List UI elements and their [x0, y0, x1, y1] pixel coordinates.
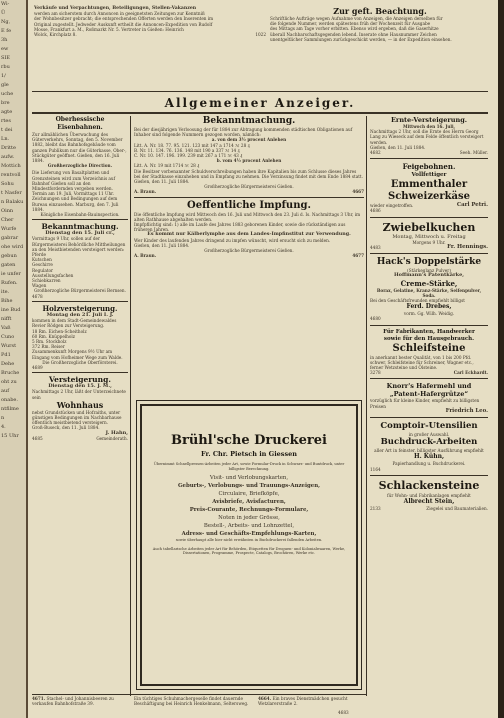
text-impfung-bold: Es kommt nur Kälberlymphe aus dem Landes-Impfinstitut zur Verwendung.: [147, 231, 351, 238]
heading-holz: Holzversteigerung.: [42, 303, 118, 313]
text-obligationen-2: Die Besitzer vorbenannter Schuldverschreibungen haben ihre Kapitalien bis zum Schlusse dieses Jahres bei der Stadtkasse einzuheben und in Empfang zu nehmen. Die Verzinsung findet mit dem Ende 1884 statt.: [134, 168, 363, 179]
spine-line: t dei: [1, 127, 13, 133]
druckerei-line-3: Circulaire, Briefköpfe,: [218, 491, 280, 498]
sub-hacks-2: Hoffmann's Patentkärke,: [393, 272, 465, 279]
spine-line: oht zu: [1, 379, 17, 385]
date-obligationen: Gießen, den 11. Juli 1884.: [134, 179, 190, 185]
sign-basalt: Königliche Eisenbahn-Bauinspection.: [40, 212, 120, 218]
sub-zwiebelkuchen-2: Morgens 9 Uhr.: [412, 239, 446, 245]
bottom-ad-schuhmacher: Ein tüchtiges Schuhmachergeselle findet dauernde Beschäftigung bei Heinrich Henkelmann, Seltersweg.: [134, 696, 249, 707]
notice-line: Schriftliche Aufträge wegen Aufnahme von Anzeigen, die Anzeigen derselben für: [270, 16, 443, 21]
spine-line: ohe wird: [1, 244, 24, 250]
text-hacks-2: Bei den Geschäftsfreunden empfiehlt billigst: [370, 298, 465, 304]
spine-line: Ng,: [1, 19, 11, 25]
text-eingetroffen: wieder eingetroffen.: [370, 203, 414, 209]
text-basalt: Die Lieferung von Basaltplatten und Grenzsteinen wird zum Verzeichnis auf Bahnhof Gießen soll an den Mindestfordernden vergeben werden.: [32, 170, 116, 192]
code-holz: 4689: [32, 364, 43, 370]
heading-bekanntmachung: Bekanntmachung.: [41, 222, 119, 232]
numbers-2: B. Nr. 11. 134. 76. 136. 148 mit 190 a 337 ℳ 14 ₰: [134, 147, 240, 153]
druckerei-line-5: Preis-Courante, Rechnungs-Formulare,: [189, 507, 309, 514]
spine-line: ntfilme: [1, 406, 19, 412]
notice-code: 1022: [255, 32, 266, 38]
auction-item: Pferde: [32, 252, 47, 258]
heading-feigebohnen: Feigebohnen.: [402, 162, 456, 172]
section-header: Allgemeiner Anzeiger.: [164, 96, 356, 110]
code-zwiebel: 4483: [370, 245, 381, 251]
sign-obligationen: Großherzogliche Bürgermeisterei Gießen.: [204, 184, 294, 190]
spine-line: n Balaku: [1, 199, 24, 205]
date-impfung: Gießen, den 11. Juli 1884.: [134, 242, 190, 248]
heading-schleifsteine: Schleifsteine: [392, 342, 466, 354]
name-kuehn: H. Kühn,: [413, 453, 445, 461]
divider: [32, 372, 128, 373]
code-kuehn: 1164: [370, 466, 381, 472]
top-left-notice: [34, 6, 266, 58]
name-obligationen: A. Braun.: [134, 189, 157, 195]
name-versteigerung: J. Hahn,: [105, 429, 128, 436]
text-hacks: Borax, Gelatine, Kranz-Stärke, Seifenpulver, Soda.: [376, 287, 482, 298]
notice-line: des Mittags am Tage vorher erbitten. Ebenso wird ergeben, daß die Gaserhitze: [270, 26, 439, 32]
name-leo: Friedrich Leo.: [445, 407, 488, 414]
divider: [370, 378, 488, 379]
spine-line: SIE: [1, 55, 11, 61]
spine-line: Cuno: [1, 334, 15, 340]
notice-heading: Zur geft. Beachtung.: [333, 6, 427, 16]
heading-hausgebrauch: sowie für den Hausgebrauch.: [383, 335, 475, 342]
notice-line: unentgeltlicher Sammlungen zurückgeschickt werden, — in der Expedition einsehen.: [270, 36, 452, 42]
column-1: [32, 116, 128, 712]
list-holz: [32, 329, 128, 350]
bottom-ad-dienstmaedchen: [258, 696, 364, 706]
heading-wohnhaus: Wohnhaus: [56, 399, 104, 410]
name-ernte: Seeh. Müller.: [459, 150, 488, 156]
text-obligationen: Bei der diesjährigen Verloosung der für 1884 zur Abtragung kommenden städtischen Obligationen auf Inhaber sind folgende Nummern gezogen worden, nämlich:: [134, 127, 353, 138]
wood-item: 372 Rm. Reiser: [32, 344, 65, 350]
heading-eisenbahnen: Oberhessische Eisenbahnen.: [55, 116, 105, 131]
footer-schleif: [370, 370, 488, 375]
text-holz-2: Zusammenkunft Morgens 9½ Uhr am Eingang vom Hofheimer Wege zum Walde.: [32, 349, 123, 360]
spine-line: Bihe: [1, 298, 13, 304]
druckerei-line-1: Visit- und Verlobungskarten,: [209, 475, 289, 482]
text-basalt-2: Termin am 19. Juli, Vormittags 11 Uhr.: [32, 191, 115, 197]
code-versteigerung: 4685: [32, 435, 43, 441]
code-dienst: 4664.: [258, 696, 272, 701]
column-rule: [130, 116, 131, 696]
text-impfung: Die öffentliche Impfung wird Mittwoch den 16. Juli und Mittwoch den 23. Juli d. Is. Nachmittags 3 Uhr, im alten Rathhause abgehalten werden.: [134, 211, 361, 222]
auction-item: Regulator: [32, 267, 54, 273]
druckerei-title: Brühl'sche Druckerei: [171, 433, 327, 448]
column-2: [134, 116, 364, 326]
spine-line: rbu: [1, 64, 10, 70]
name-drebes: Ferd. Drebes,: [406, 303, 452, 311]
code-bekanntmachung: 4678: [32, 293, 43, 299]
top-rule: [32, 91, 488, 92]
spine-line: gaten: [1, 262, 16, 268]
spine-line: ie unfer: [1, 271, 21, 277]
heading-hacks: Hack's Doppelstärke: [376, 257, 482, 268]
heading-schlackensteine: Schlackensteine: [378, 478, 480, 492]
spine-line: rentvoll: [1, 172, 21, 178]
newspaper-sheet: [28, 0, 498, 718]
notice-line: Wolck, Kirchplatz 8.: [34, 32, 77, 38]
sign-eisenbahnen: Großherzogliche Direction.: [47, 163, 113, 169]
spine-line: Mottich: [1, 163, 21, 169]
spine-line: aufw.: [1, 154, 15, 160]
spine-line: bre: [1, 100, 10, 106]
sign-holz: Die Großherzogliche Oberförsterei.: [42, 359, 118, 365]
heading-zwiebelkuchen: Zwiebelkuchen: [382, 220, 476, 234]
code-impfung: 4677: [352, 253, 364, 259]
wood-item: 5 Rm. Stockholz: [32, 338, 67, 344]
name-impfung: A. Braun.: [134, 253, 157, 259]
list-title-2: b. vom 4½ procent Anlehen: [216, 158, 282, 164]
heading-schweizerkaese: Schweizerkäse: [387, 191, 471, 203]
list-bekanntmachung: [32, 252, 128, 288]
spine-line: uche: [1, 91, 14, 97]
notice-line: Original zugestellt. Jedweder Auskunft ertheilt die Annoncen-Expedition von Rudolf: [34, 21, 213, 27]
text-versteigerung: Nachmittags 2 Uhr, läßt der Unterzeichnete sein: [32, 389, 126, 400]
text-basalt-3: Zeichnungen und Bedingungen auf dem Bureau einzusehen. Marburg, den 7. Juli 1884.: [32, 196, 119, 212]
heading-bekanntmachung-2: Bekanntmachung.: [202, 116, 296, 126]
text-knorr: vorzüglich für kleine Kinder, empfiehlt zu billigsten Preisen: [370, 398, 480, 409]
spine-line: nifft: [1, 316, 12, 322]
spine-line: onabe.: [1, 397, 18, 403]
text-impfung-3: Wer Kinder des laufenden Jahres dringend zu impfen wünscht, wird ersucht sich zu melden.: [134, 237, 331, 243]
footer-ernte: [370, 150, 488, 155]
spine-line: 4.: [1, 424, 6, 430]
text-vollfettiger: Vollfettiger: [411, 172, 447, 179]
heading-impfung: Oeffentliche Impfung.: [187, 199, 311, 211]
text-comptoir: in großer Auswahl.: [408, 432, 450, 438]
footer-versteigerung: [32, 436, 128, 441]
code-kaese: 4686: [370, 208, 381, 214]
sign-impfung: Großherzogliche Bürgermeisterei Gießen.: [204, 248, 294, 254]
addr-drebes: vorm. Gg. Wilh. Weidig.: [403, 311, 455, 317]
spine-line: ine Bud: [1, 307, 21, 313]
numbers-1: Litt. A. Nr. 18. 77. 95. 121. 123 mit 147 a 1714 ℳ 28 ₰: [134, 142, 250, 148]
code-ernte: 4682: [370, 150, 381, 156]
spine-line: Wurfe: [1, 226, 17, 232]
spine-line: 15 Uhr: [1, 433, 19, 439]
spine-line: Dehe: [1, 361, 15, 367]
binding-edge: [498, 0, 504, 718]
divider: [370, 475, 488, 476]
divider: [370, 158, 488, 159]
text-versteigerung-2: nebst Grundstücken und Hofraiths, unter günstigen Bedingungen im Nachbarhause öffentlich meistbietend versteigern.: [32, 409, 122, 426]
text-eisenbahnen: Zur allmählichen Überwachung des Güterverkehrs, Sonntag, den 5. November 1882, bleibt das Bahnhofsgebäude vom ganzen Publikum nur die Güterkasse, Ober-, Stückgüter geöffnet. Gießen, den 16. Juli 1884.: [32, 132, 127, 164]
divider: [370, 417, 488, 418]
heading-knorr: Knorr's Hafermehl und: [386, 382, 472, 391]
spine-line: t Nasfer: [1, 190, 22, 196]
heading-hafergruetze: „Patent-Hafergrütze“: [389, 390, 469, 399]
adjacent-page-spine: [0, 0, 28, 718]
auction-item: Kutschen: [32, 257, 52, 263]
auction-item: Schiebkarren: [32, 278, 61, 284]
spine-line: Bruche: [1, 370, 20, 376]
divider: [32, 219, 128, 220]
numbers-4: Litt. A. Nr. 19 mit 1714 ℳ 28 ₰: [134, 163, 200, 169]
spine-line: 1/: [1, 73, 6, 79]
druckerei-line-8: Adress- und Geschäfts-Empfehlungs-Karten,: [181, 531, 317, 538]
sub-bekanntmachung: Dienstag den 15. Juli cr.,: [45, 230, 115, 237]
druckerei-line-10: Auch tabellarische Arbeiten jeder Art für Behörden, Etiquetten für Droguen- und Kolonialwaaren, Werke, Dissertationen, Programme, Prospecte, Catalogs, Brochüren, Werke etc.: [152, 546, 346, 556]
spine-line: Wurst: [1, 343, 17, 349]
date-versteigerung: Groß-Buseck, den 11. Juli 1884.: [32, 425, 100, 431]
text-buchdruck: aller Art in feinster, billigster Ausführung empfiehlt: [374, 448, 484, 454]
auction-item: Wagen: [32, 283, 47, 289]
spine-line: gle: [1, 82, 9, 88]
name-eckhardt: Carl Eckhardt.: [453, 370, 488, 376]
text-dienst: Ein braves Dienstmädchen gesucht Wetzlarerstraße 2.: [258, 696, 348, 707]
date-ernte: Gießen, den 11. Juli 1884.: [370, 144, 426, 150]
name-petri: Carl Petri.: [456, 202, 488, 209]
spine-line: Oinn: [1, 208, 14, 214]
header-rule: [32, 112, 488, 114]
spine-line: Wi-: [1, 1, 10, 7]
druckerei-inner-frame: [140, 404, 358, 686]
bottom-ad-beeren: [32, 696, 128, 706]
list-title-1: a. von dem 3½ procent Anlehen: [211, 137, 287, 143]
code-schleif: 3278: [370, 370, 381, 376]
divider: [370, 325, 488, 326]
sub-holz: Montag den 21. Juli I. J.: [46, 311, 114, 318]
numbers-3: C. Nr. 10. 147. 196. 199. 239 mit 267 a 171 ℳ 43 ₰: [134, 153, 243, 159]
spine-line: rtes: [1, 118, 11, 124]
druckerei-ad: [136, 400, 362, 690]
spine-line: Ü: [1, 10, 6, 16]
wood-item: 18 Rm. Eichen-Scheitholz: [32, 328, 87, 334]
spine-line: Cher: [1, 217, 14, 223]
text-bekanntmachung: Vormittags 9 Uhr, sollen auf der Bürgermeisterei Behördliche Mittheilungen an den Meistbietenden versteigert werden:: [32, 236, 126, 252]
spine-line: 3h: [1, 37, 8, 43]
druckerei-owner: Fr. Chr. Pietsch in Giessen: [200, 450, 297, 458]
druckerei-line-7: Bestell-, Arbeits- und Lohnzettel,: [203, 523, 295, 530]
footer-obligationen: [134, 189, 364, 194]
heading-creme: Creme-Stärke,: [400, 278, 458, 288]
notice-line: überall Nachbarschaftsgegenden lebend. Inserate ohne Hausnummer Zeichen: [270, 31, 437, 37]
druckerei-line-2: Geburts-, Verlobungs- und Trauungs-Anzeigen,: [177, 483, 321, 490]
name-hennings: Fr. Hennings.: [447, 244, 488, 251]
spine-line: Sohu: [1, 181, 14, 187]
text-beeren: Stachel- und Johannisbeeren zu verkaufen Bahnhofstraße 39.: [32, 696, 114, 707]
text-impfung-2: Impfpflichtig sind: 1) alle im Laufe des Jahres 1883 geborenen Kinder, sowie die rückständigen aus früheren Jahren.: [134, 222, 346, 233]
column-rule: [366, 116, 367, 696]
heading-emmenthaler: Emmenthaler: [390, 179, 468, 191]
divider: [32, 301, 128, 302]
heading-ernte: Ernte-Versteigerung.: [390, 116, 468, 124]
name-stein: Albrecht Stein,: [403, 498, 455, 506]
spine-line: n: [1, 415, 5, 421]
spine-line: Vaß: [1, 325, 11, 331]
notice-line: werden am sicherstem durch Annoncen in geeignetsten Zeitungen zur Kenntniß: [34, 11, 205, 17]
text-schleifsteine: in anerkannt bester Qualität, von 1 bis 200 Pfd. schwer, Schleifsteine für Schreiner, Wagner etc., ferner Wetzsteine und Ölsteine.: [370, 354, 474, 371]
text-ernte: Nachmittags 2 Uhr, soll die Ernte des Herrn Georg Lang zu Wieseck auf dem Felde öffentlich versteigert werden.: [370, 129, 484, 145]
code-drebes: 4680: [370, 316, 381, 322]
code-bottom-right: 4683: [338, 710, 349, 715]
text-schlacken: für Wohn- und Fabrikanlagen empfiehlt: [387, 492, 471, 498]
notice-line: Mosse, Frankfurt a. M., Roßmarkt Nr. 5. Vertreter in Gießen: Heinrich: [34, 26, 184, 32]
divider: [134, 197, 364, 198]
footer-stein: [370, 506, 488, 511]
spine-line: ew: [1, 46, 9, 52]
code-stein: 2133: [370, 506, 381, 512]
spine-line: gabrar: [1, 235, 19, 241]
druckerei-tagline: Übernimmt Schnellpressen-Arbeiten jeder Art, sowie Formular-Druck in Schwarz- und Buntdruck, unter billigster Berechnung.: [153, 462, 345, 471]
sub-hacks: (Stärkeglanz Pulver): [407, 268, 451, 274]
wood-item: 60 Rm. Knüppelholz: [32, 333, 75, 339]
spine-line: agte: [1, 109, 13, 115]
spine-line: gebun: [1, 253, 17, 259]
spine-line: Pd1: [1, 352, 11, 358]
spine-line: E fe: [1, 28, 12, 34]
druckerei-line-9: sowie überhaupt alle hier nicht erwähnten in Buchdruckerei fallenden Arbeiten.: [175, 538, 323, 543]
heading-comptoir: Comptoir-Utensilien: [380, 421, 478, 432]
divider: [370, 217, 488, 218]
spine-line: Dritte: [1, 145, 16, 151]
divider: [370, 253, 488, 254]
code-beeren: 4671.: [32, 696, 46, 701]
auction-item: Ausstellungsfachen: [32, 272, 74, 278]
notice-line: die folgende Nummer, werden spätestens früh der Wochenzeit für Ausgabe: [270, 21, 431, 27]
spine-line: ite.: [1, 289, 10, 295]
auction-item: Geschirre: [32, 262, 53, 268]
role-versteigerung: Gemeinderath.: [96, 435, 128, 441]
footer-impfung: [134, 253, 364, 258]
sub-versteigerung: Dienstag den 15. J. M.,: [48, 383, 112, 390]
heading-buchdruck: Buchdruck-Arbeiten: [380, 437, 478, 448]
addr-stein: Ziegelei und Baumaterialien.: [426, 506, 488, 512]
notice-footer: [34, 32, 266, 37]
sub-zwiebelkuchen: Montag, Mittwoch u. Freitag: [392, 233, 466, 240]
spine-line: Rufen.: [1, 280, 18, 286]
notice-line: der Wohnbesitzer gebracht; die entsprechenden Offerten werden den Inserenten im: [34, 16, 214, 22]
sub-ernte: Mittwoch den 16. Juli,: [402, 124, 456, 129]
spine-line: auf: [1, 388, 10, 394]
druckerei-line-4: Avisbriefe, Avisfacturen,: [212, 499, 286, 506]
bottom-rule: [32, 694, 366, 695]
spine-line: Ln.: [1, 136, 10, 142]
column-3: [370, 116, 488, 716]
heading-fabrikanten: Für Fabrikanten, Handwerker: [383, 328, 475, 335]
footer-zwiebel: [370, 245, 488, 250]
addr-kuehn: Papierhandlung u. Buchdruckerei.: [392, 461, 466, 467]
notice-title: Verkäufe und Verpachtungen, Beteiligungen, Stellen-Vakanzen: [34, 6, 197, 11]
heading-versteigerung: Versteigerung.: [49, 375, 111, 385]
sign-bekanntmachung: Großherzogliche Bürgermeisterei Bernsen.: [34, 288, 126, 294]
text-holz: kommen in dem Stadt-Gemeindewaldes Revier Rödgen zur Versteigerung.: [32, 318, 117, 329]
top-right-notice: [270, 6, 490, 58]
code-obligationen: 4667: [352, 189, 364, 195]
druckerei-line-6: Noten in jeder Grösse,: [218, 515, 280, 522]
